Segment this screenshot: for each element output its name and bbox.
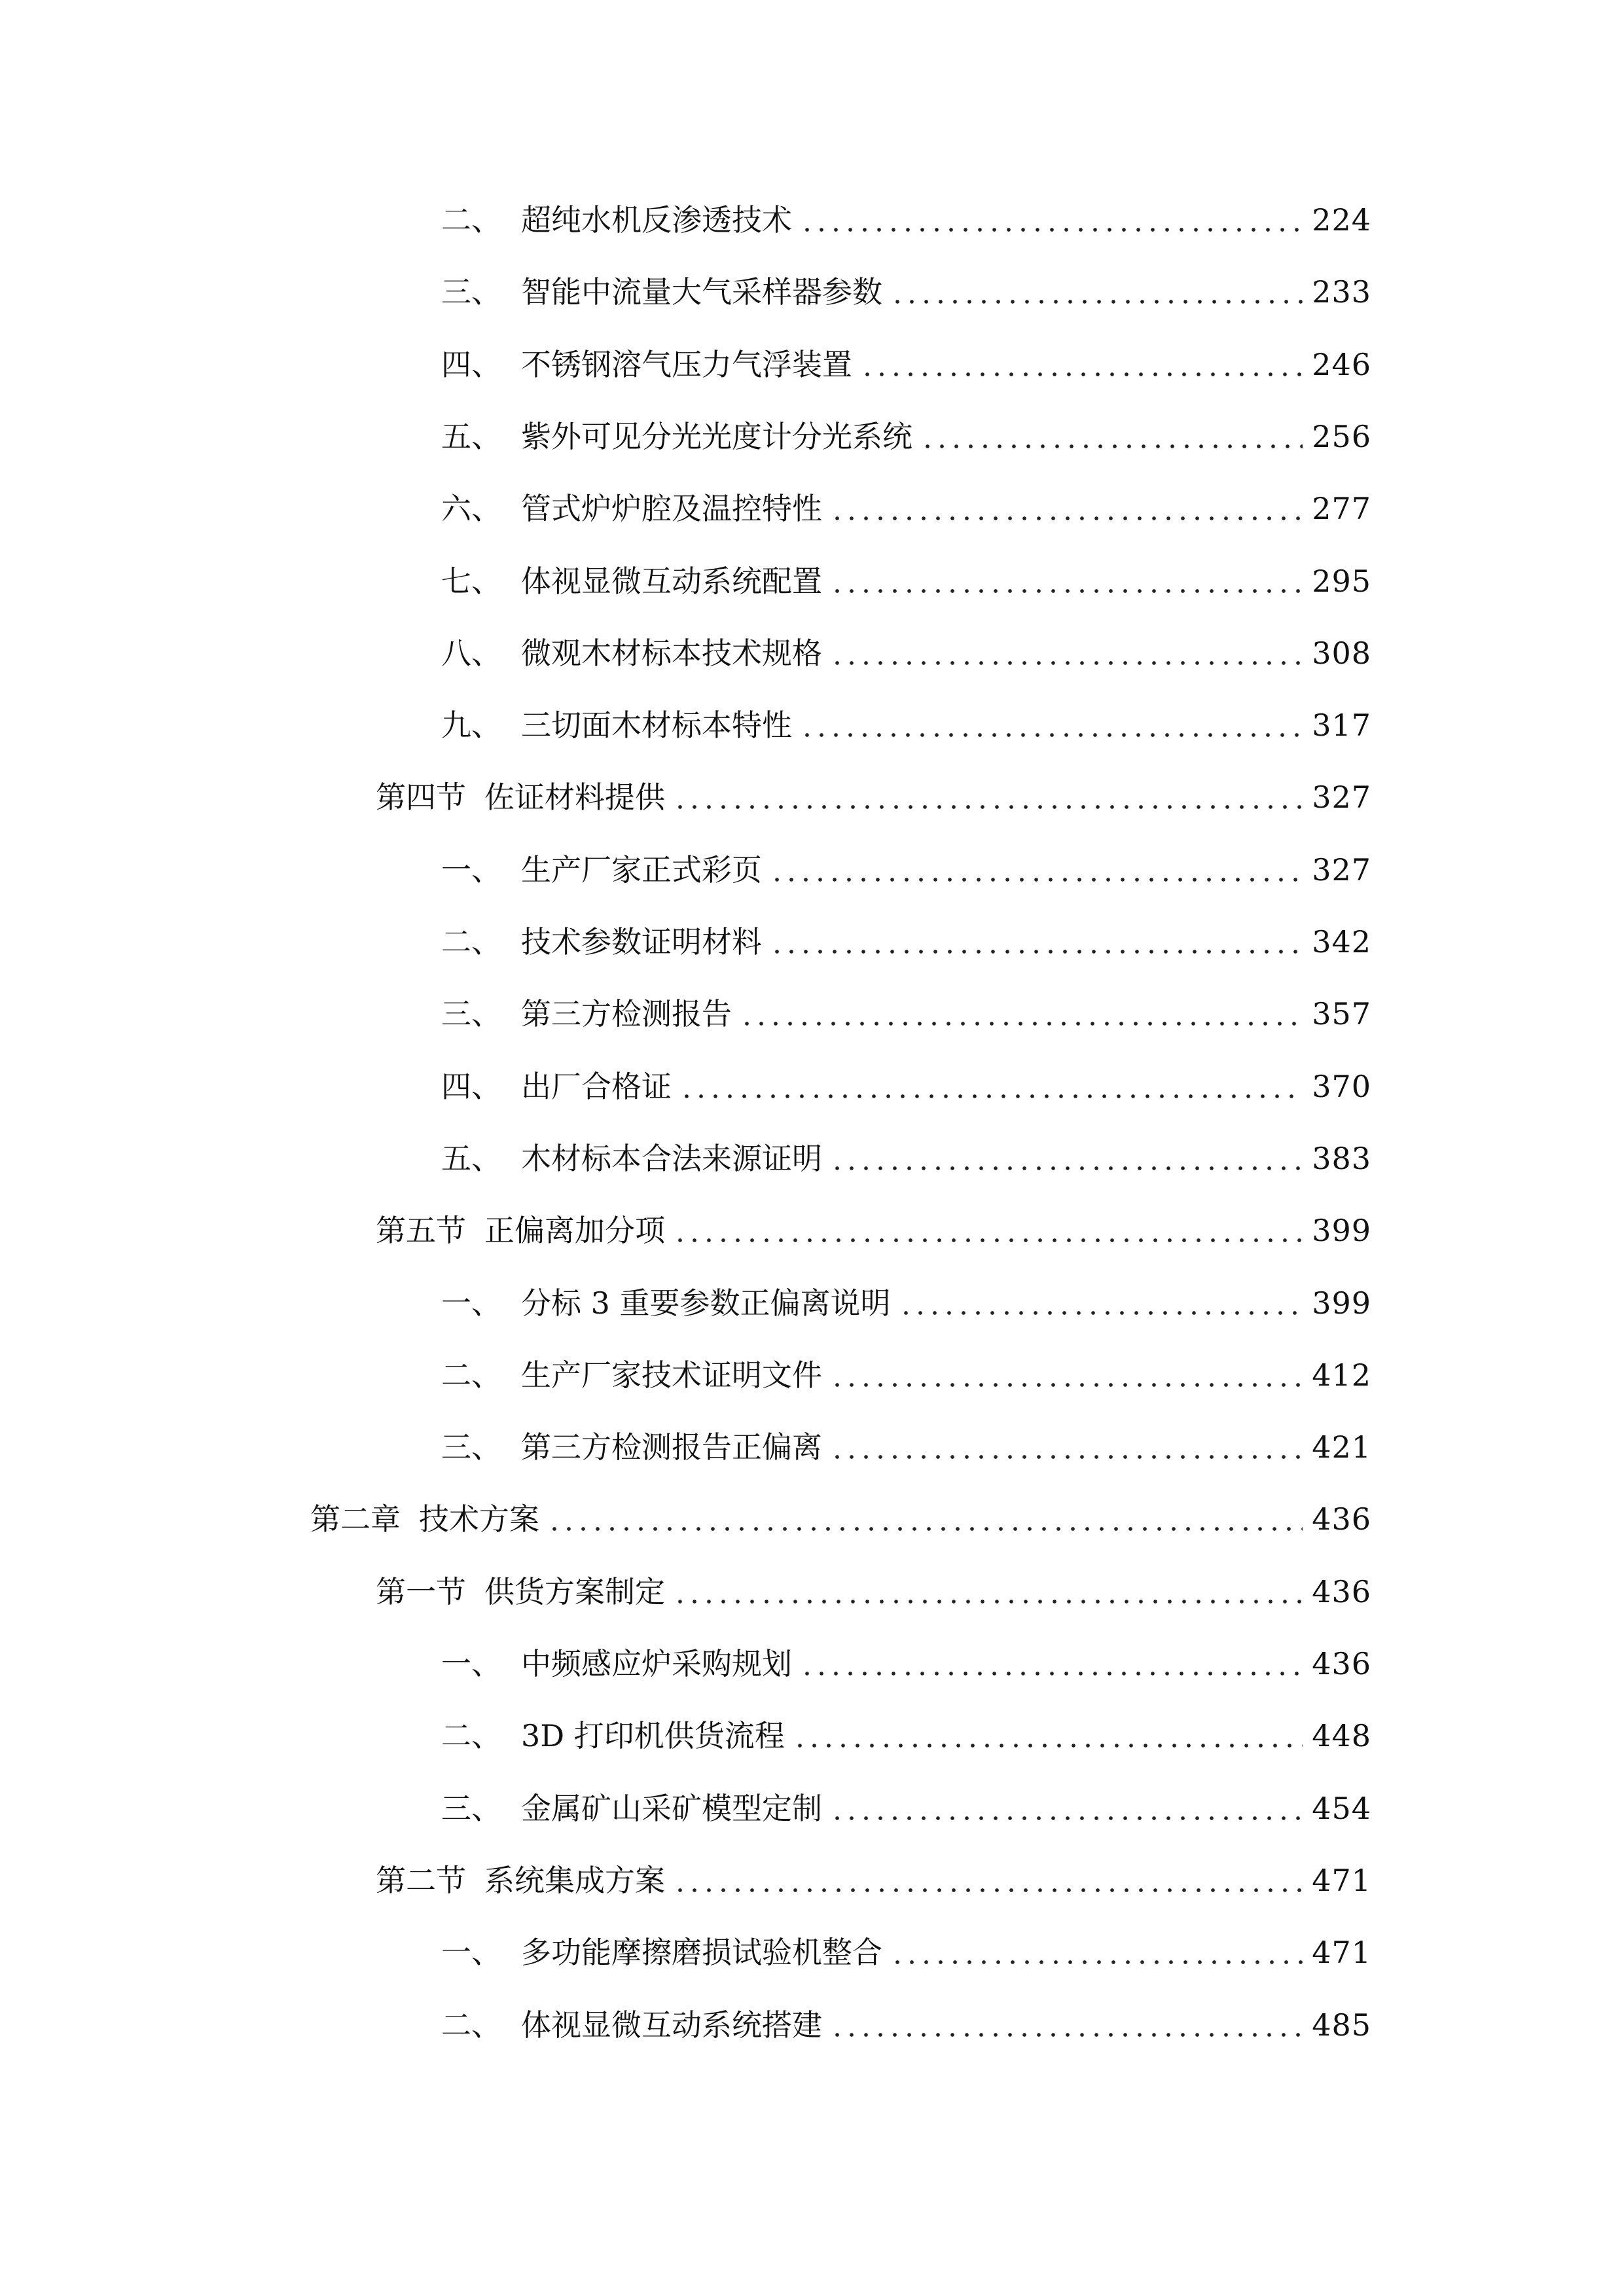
toc-entry-page-number: 471 <box>1312 1862 1371 1898</box>
toc-entry[interactable] <box>441 1420 1371 1475</box>
toc-entry-number: 五、 <box>441 418 501 454</box>
toc-entry-number: 八、 <box>441 635 501 671</box>
toc-entry-title: 体视显微互动系统配置 <box>521 563 822 599</box>
toc-entry[interactable] <box>441 698 1371 753</box>
toc-entry[interactable] <box>310 1492 1371 1547</box>
toc-entry-number: 第五节 <box>376 1213 466 1249</box>
toc-dot-leader <box>830 660 1303 666</box>
toc-entry-number: 三、 <box>441 1429 501 1465</box>
toc-entry-page-number: 412 <box>1312 1357 1371 1393</box>
toc-entry[interactable] <box>441 337 1371 392</box>
toc-entry-page-number: 436 <box>1312 1573 1371 1609</box>
toc-dot-leader <box>830 1454 1303 1460</box>
toc-entry-number: 二、 <box>441 2007 501 2043</box>
toc-entry-title: 金属矿山采矿模型定制 <box>521 1790 822 1826</box>
toc-entry-title: 中频感应炉采购规划 <box>521 1646 792 1681</box>
toc-dot-leader <box>890 1960 1303 1965</box>
toc-entry-number: 一、 <box>441 1935 501 1971</box>
toc-entry[interactable] <box>441 914 1371 969</box>
toc-dot-leader <box>547 1526 1303 1532</box>
toc-entry-page-number: 246 <box>1312 346 1371 382</box>
toc-entry[interactable] <box>441 192 1371 247</box>
toc-entry-title: 超纯水机反渗透技术 <box>521 202 792 238</box>
toc-entry-page-number: 295 <box>1312 563 1371 599</box>
toc-entry-number: 二、 <box>441 924 501 960</box>
toc-entry-title: 微观木材标本技术规格 <box>521 635 822 671</box>
toc-entry-page-number: 224 <box>1312 202 1371 238</box>
toc-entry-number: 一、 <box>441 1646 501 1681</box>
toc-entry-page-number: 421 <box>1312 1429 1371 1465</box>
toc-dot-leader <box>770 949 1303 954</box>
toc-dot-leader <box>830 516 1303 521</box>
toc-dot-leader <box>830 1816 1303 1821</box>
toc-entry-title: 出厂合格证 <box>521 1068 672 1104</box>
toc-entry-page-number: 399 <box>1312 1285 1371 1321</box>
toc-dot-leader <box>673 1888 1303 1893</box>
toc-entry-title: 不锈钢溶气压力气浮装置 <box>521 346 852 382</box>
toc-entry-title: 生产厂家正式彩页 <box>521 852 762 888</box>
toc-entry-page-number: 436 <box>1312 1501 1371 1537</box>
toc-entry[interactable] <box>441 626 1371 681</box>
toc-dot-leader <box>830 588 1303 594</box>
toc-dot-leader <box>793 1743 1303 1748</box>
toc-entry[interactable] <box>441 1636 1371 1691</box>
toc-dot-leader <box>800 1671 1303 1676</box>
toc-entry-page-number: 448 <box>1312 1718 1371 1754</box>
toc-dot-leader <box>673 804 1303 810</box>
toc-entry-title: 紫外可见分光光度计分光系统 <box>521 418 912 454</box>
toc-entry-page-number: 308 <box>1312 635 1371 671</box>
toc-entry-number: 三、 <box>441 996 501 1032</box>
toc-entry-page-number: 256 <box>1312 418 1371 454</box>
toc-entry-title: 技术参数证明材料 <box>521 924 762 960</box>
toc-entry[interactable] <box>376 1203 1371 1258</box>
toc-entry[interactable] <box>441 986 1371 1041</box>
toc-entry-page-number: 383 <box>1312 1140 1371 1176</box>
toc-entry-title: 分标 3 重要参数正偏离说明 <box>521 1285 891 1321</box>
toc-entry-page-number: 485 <box>1312 2007 1371 2043</box>
toc-entry-page-number: 357 <box>1312 996 1371 1032</box>
toc-entry-number: 五、 <box>441 1140 501 1176</box>
toc-entry-number: 二、 <box>441 1357 501 1393</box>
toc-entry-number: 二、 <box>441 202 501 238</box>
toc-entry-number: 九、 <box>441 708 501 744</box>
toc-entry-title: 生产厂家技术证明文件 <box>521 1357 822 1393</box>
toc-entry-title: 3D 打印机供货流程 <box>521 1718 785 1754</box>
toc-entry-page-number: 342 <box>1312 924 1371 960</box>
toc-entry[interactable] <box>441 554 1371 609</box>
toc-entry[interactable] <box>376 770 1371 825</box>
toc-dot-leader <box>830 1166 1303 1171</box>
toc-entry-page-number: 233 <box>1312 274 1371 310</box>
toc-entry[interactable] <box>441 481 1371 536</box>
toc-entry-page-number: 471 <box>1312 1935 1371 1971</box>
toc-entry-number: 七、 <box>441 563 501 599</box>
toc-dot-leader <box>860 372 1303 377</box>
toc-entry[interactable] <box>376 1853 1371 1908</box>
toc-dot-leader <box>890 299 1303 304</box>
toc-entry-title: 第三方检测报告正偏离 <box>521 1429 822 1465</box>
toc-entry[interactable] <box>441 1348 1371 1403</box>
toc-entry-number: 四、 <box>441 346 501 382</box>
toc-entry-page-number: 327 <box>1312 852 1371 888</box>
toc-entry-number: 第二节 <box>376 1862 466 1898</box>
toc-entry-number: 第四节 <box>376 780 466 816</box>
toc-entry[interactable] <box>441 1998 1371 2053</box>
toc-entry[interactable] <box>441 409 1371 464</box>
toc-entry-title: 三切面木材标本特性 <box>521 708 792 744</box>
toc-entry-number: 六、 <box>441 491 501 527</box>
toc-dot-leader <box>673 1238 1303 1243</box>
toc-entry-number: 三、 <box>441 1790 501 1826</box>
toc-entry-title: 管式炉炉腔及温控特性 <box>521 491 822 527</box>
toc-entry[interactable] <box>441 1925 1371 1980</box>
toc-entry-page-number: 277 <box>1312 491 1371 527</box>
toc-entry-title: 系统集成方案 <box>484 1862 665 1898</box>
toc-entry-number: 第二章 <box>310 1501 401 1537</box>
toc-entry-number: 第一节 <box>376 1573 466 1609</box>
toc-entry[interactable] <box>441 1708 1371 1763</box>
toc-dot-leader <box>830 1382 1303 1388</box>
toc-entry-title: 佐证材料提供 <box>484 780 665 816</box>
toc-entry[interactable] <box>441 264 1371 319</box>
toc-entry[interactable] <box>441 1781 1371 1836</box>
toc-dot-leader <box>830 2032 1303 2037</box>
toc-dot-leader <box>920 444 1303 449</box>
toc-entry[interactable] <box>376 1564 1371 1619</box>
toc-entry-number: 四、 <box>441 1068 501 1104</box>
toc-entry-title: 供货方案制定 <box>484 1573 665 1609</box>
toc-dot-leader <box>679 1094 1303 1099</box>
toc-dot-leader <box>740 1021 1303 1026</box>
toc-entry-number: 三、 <box>441 274 501 310</box>
toc-entry-title: 技术方案 <box>419 1501 539 1537</box>
toc-entry-title: 智能中流量大气采样器参数 <box>521 274 882 310</box>
toc-entry-number: 一、 <box>441 1285 501 1321</box>
toc-entry-page-number: 399 <box>1312 1213 1371 1249</box>
toc-entry-number: 一、 <box>441 852 501 888</box>
toc-entry-title: 多功能摩擦磨损试验机整合 <box>521 1935 882 1971</box>
toc-entry-title: 第三方检测报告 <box>521 996 732 1032</box>
toc-entry[interactable] <box>441 842 1371 897</box>
toc-dot-leader <box>673 1599 1303 1604</box>
toc-entry-page-number: 454 <box>1312 1790 1371 1826</box>
toc-entry-number: 二、 <box>441 1718 501 1754</box>
toc-dot-leader <box>899 1310 1303 1316</box>
toc-entry-page-number: 436 <box>1312 1646 1371 1681</box>
toc-entry[interactable] <box>441 1276 1371 1331</box>
toc-entry-page-number: 327 <box>1312 780 1371 816</box>
toc-entry[interactable] <box>441 1131 1371 1186</box>
toc-entry-title: 体视显微互动系统搭建 <box>521 2007 822 2043</box>
toc-entry-title: 正偏离加分项 <box>484 1213 665 1249</box>
toc-dot-leader <box>770 877 1303 882</box>
toc-entry[interactable] <box>441 1059 1371 1114</box>
toc-entry-page-number: 317 <box>1312 708 1371 744</box>
toc-entry-title: 木材标本合法来源证明 <box>521 1140 822 1176</box>
toc-dot-leader <box>800 227 1303 232</box>
toc-entry-page-number: 370 <box>1312 1068 1371 1104</box>
toc-dot-leader <box>800 732 1303 738</box>
